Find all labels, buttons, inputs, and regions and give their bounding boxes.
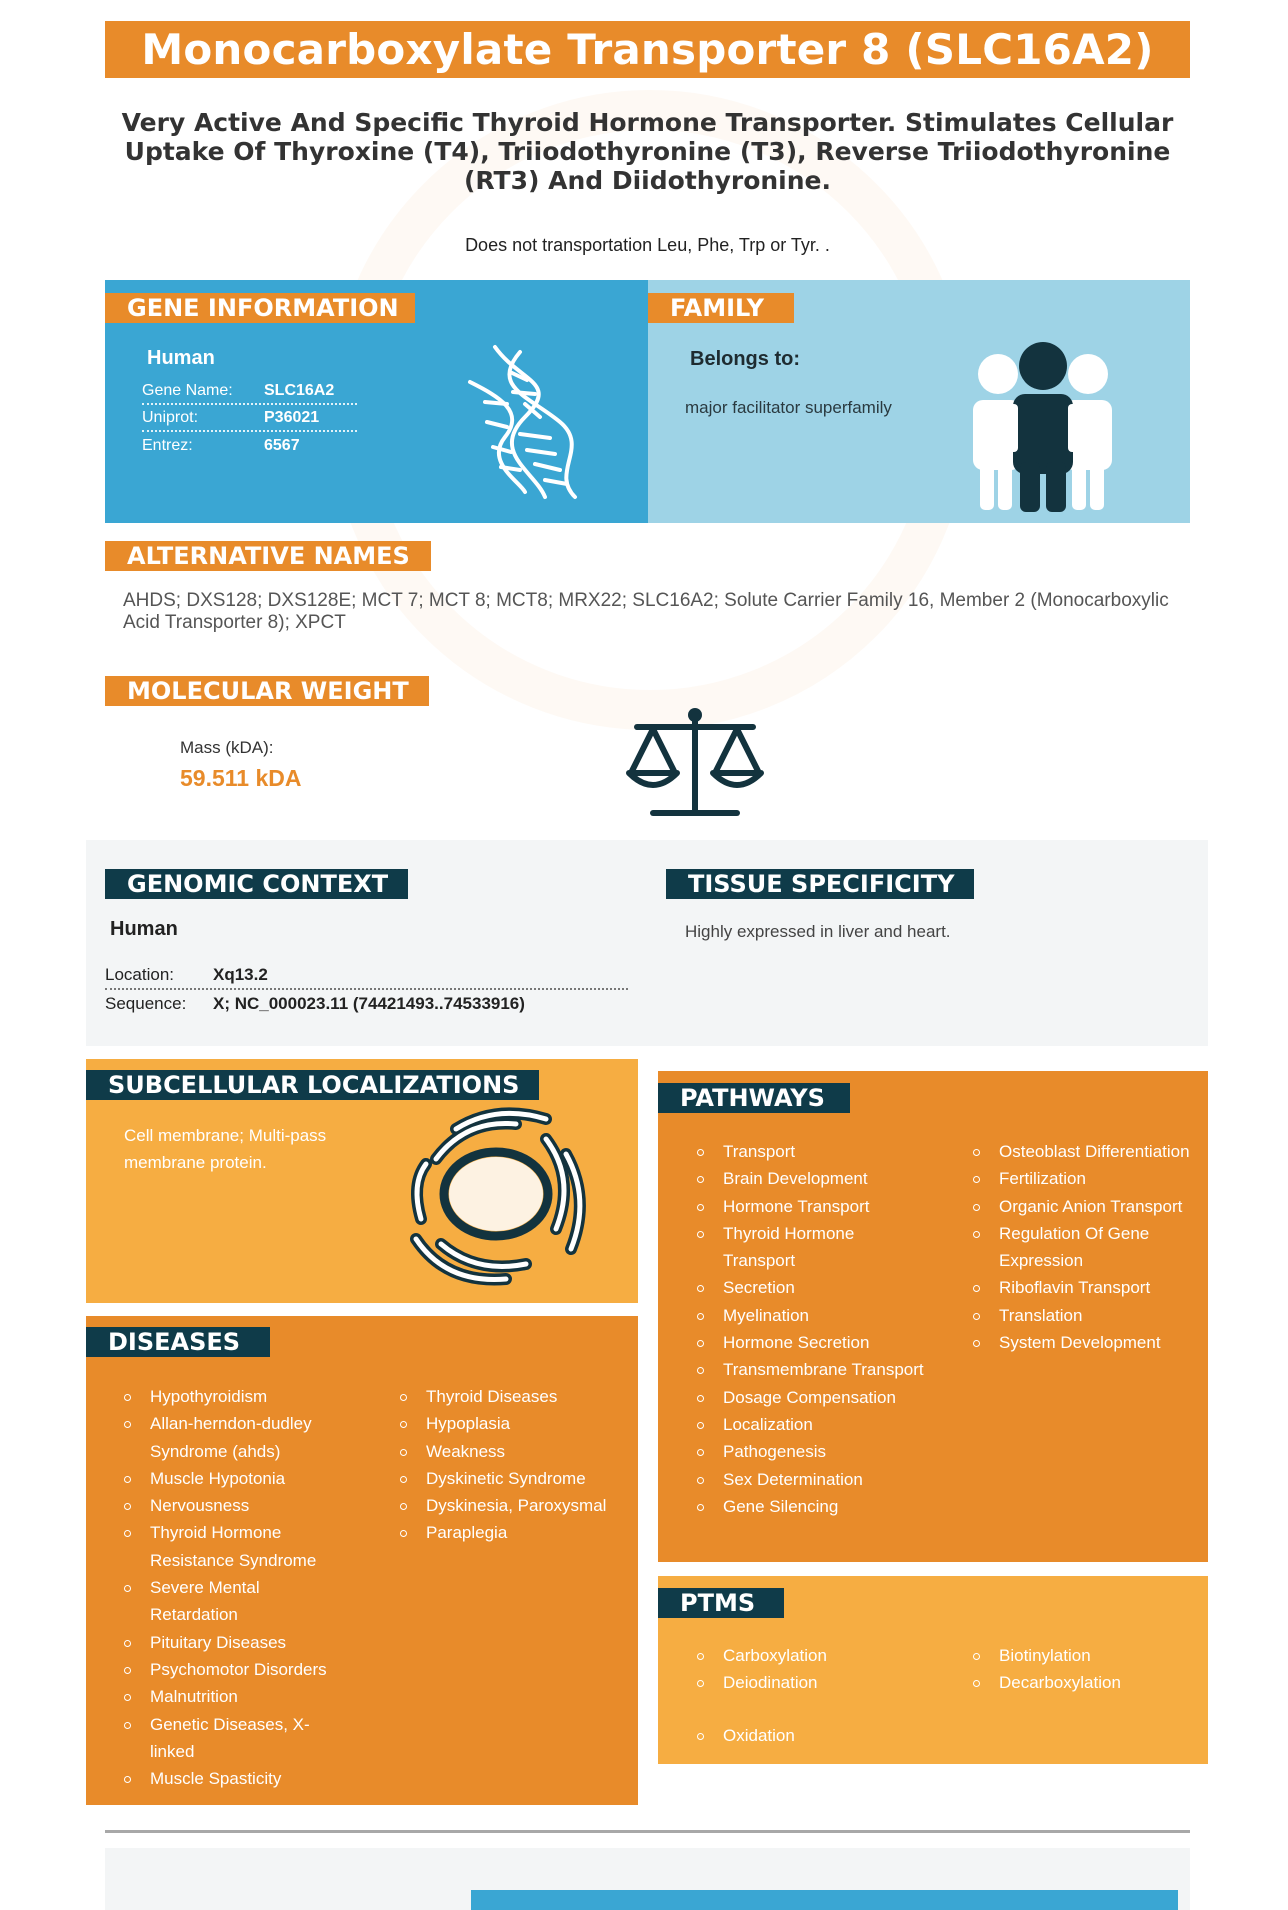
list-item: Hormone Transport [697,1193,927,1220]
mass-label: Mass (kDA): [180,738,274,757]
dna-icon [465,342,615,502]
uniprot-value: P36021 [264,408,320,426]
gene-name-value: SLC16A2 [264,381,335,399]
list-item: Psychomotor Disorders [124,1656,344,1683]
list-item: Translation [973,1302,1203,1329]
list-item: Hypothyroidism [124,1383,344,1410]
list-item: Osteoblast Differentiation [973,1138,1203,1165]
list-item: Weakness [400,1438,630,1465]
tissue-specificity-header: TISSUE SPECIFICITY [666,869,974,899]
list-item: Severe Mental Retardation [124,1574,344,1629]
list-item: Deiodination [697,1669,927,1696]
list-item: Muscle Hypotonia [124,1465,344,1492]
list-item: Dyskinesia, Paroxysmal [400,1492,630,1519]
protein-function-summary: Very Active And Specific Thyroid Hormone Transporter. Stimulates Cellular Uptake Of Thyroxine (T4), Triiodothyronine (T3), Reverse Triiodothyronine (RT3) And Diidothyronine. [121,108,1174,195]
list-item: Decarboxylation [973,1669,1203,1696]
location-value: Xq13.2 [213,965,268,984]
list-item: Malnutrition [124,1683,344,1710]
list-item: Regulation Of Gene Expression [973,1220,1203,1275]
list-item: Organic Anion Transport [973,1193,1203,1220]
entrez-row [142,432,357,459]
list-item: Pituitary Diseases [124,1629,344,1656]
alternative-names-header: ALTERNATIVE NAMES [105,541,431,571]
family-value: major facilitator superfamily [685,398,892,417]
pathways-list-col1 [697,1138,927,1520]
list-item: Dyskinetic Syndrome [400,1465,630,1492]
family-header: FAMILY [648,293,794,323]
diseases-header: DISEASES [86,1327,270,1357]
title-bar [105,21,1190,78]
list-item: Paraplegia [400,1519,630,1546]
list-item: Secretion [697,1274,927,1301]
subcellular-localizations-header: SUBCELLULAR LOCALIZATIONS [86,1070,539,1100]
diseases-list-col1 [124,1383,344,1792]
diseases-list-col2 [400,1383,630,1547]
subcellular-localizations-text: Cell membrane; Multi-pass membrane protein. [124,1126,327,1172]
function-note: Does not transportation Leu, Phe, Trp or Tyr. . [465,235,830,255]
list-item: Thyroid Hormone Resistance Syndrome [124,1519,344,1574]
list-item: Fertilization [973,1165,1203,1192]
list-item: Brain Development [697,1165,927,1192]
list-item: Dosage Compensation [697,1384,927,1411]
entrez-value: 6567 [264,436,300,454]
list-item: Pathogenesis [697,1438,927,1465]
pathways-header: PATHWAYS [658,1083,850,1113]
list-item: Riboflavin Transport [973,1274,1203,1301]
page-title: Monocarboxylate Transporter 8 (SLC16A2) [141,25,1154,74]
location-label: Location: [105,965,174,984]
list-item: Thyroid Hormone Transport [697,1220,927,1275]
list-item: Gene Silencing [697,1493,927,1520]
alternative-names-text: AHDS; DXS128; DXS128E; MCT 7; MCT 8; MCT8; MRX22; SLC16A2; Solute Carrier Family 16, Member 2 (Monocarboxylic Acid Transporter 8); XPCT [123,590,1169,633]
genomic-species: Human [110,918,178,940]
ptms-list-col2 [973,1642,1203,1697]
family-icon [968,342,1118,512]
list-item: Muscle Spasticity [124,1765,344,1792]
list-item: System Development [973,1329,1203,1356]
list-item: Biotinylation [973,1642,1203,1669]
list-item: Carboxylation [697,1642,927,1669]
gene-name-label: Gene Name: [142,381,233,399]
uniprot-label: Uniprot: [142,408,199,426]
list-item: Hormone Secretion [697,1329,927,1356]
pathways-list-col2 [973,1138,1203,1356]
list-item: Myelination [697,1302,927,1329]
gene-name-row [142,378,357,405]
list-item: Transport [697,1138,927,1165]
ptms-list-col1 [697,1642,927,1697]
entrez-label: Entrez: [142,436,193,454]
list-item: Genetic Diseases, X-linked [124,1711,344,1766]
bottom-bar [471,1890,1178,1910]
list-item: Oxidation [697,1722,927,1749]
belongs-to-label: Belongs to: [690,348,800,370]
tissue-specificity-text: Highly expressed in liver and heart. [685,922,951,941]
gene-information-header: GENE INFORMATION [105,293,415,323]
sequence-row [105,990,628,1018]
sequence-value: X; NC_000023.11 (74421493..74533916) [213,994,525,1013]
cell-icon [396,1099,596,1289]
list-item: Nervousness [124,1492,344,1519]
scale-icon [625,705,765,825]
genomic-context-header: GENOMIC CONTEXT [105,869,408,899]
list-item: Transmembrane Transport [697,1356,927,1383]
mass-value: 59.511 kDA [180,765,302,791]
ptms-header: PTMS [658,1588,784,1618]
list-item: Hypoplasia [400,1410,630,1437]
uniprot-row [142,405,357,432]
list-item: Localization [697,1411,927,1438]
location-row [105,962,628,990]
gene-species: Human [147,347,215,369]
section-divider [105,1830,1190,1833]
sequence-label: Sequence: [105,994,187,1013]
list-item: Thyroid Diseases [400,1383,630,1410]
ptms-list-col1b [697,1722,927,1749]
molecular-weight-header: MOLECULAR WEIGHT [105,676,429,706]
list-item: Allan-herndon-dudley Syndrome (ahds) [124,1410,344,1465]
list-item: Sex Determination [697,1466,927,1493]
